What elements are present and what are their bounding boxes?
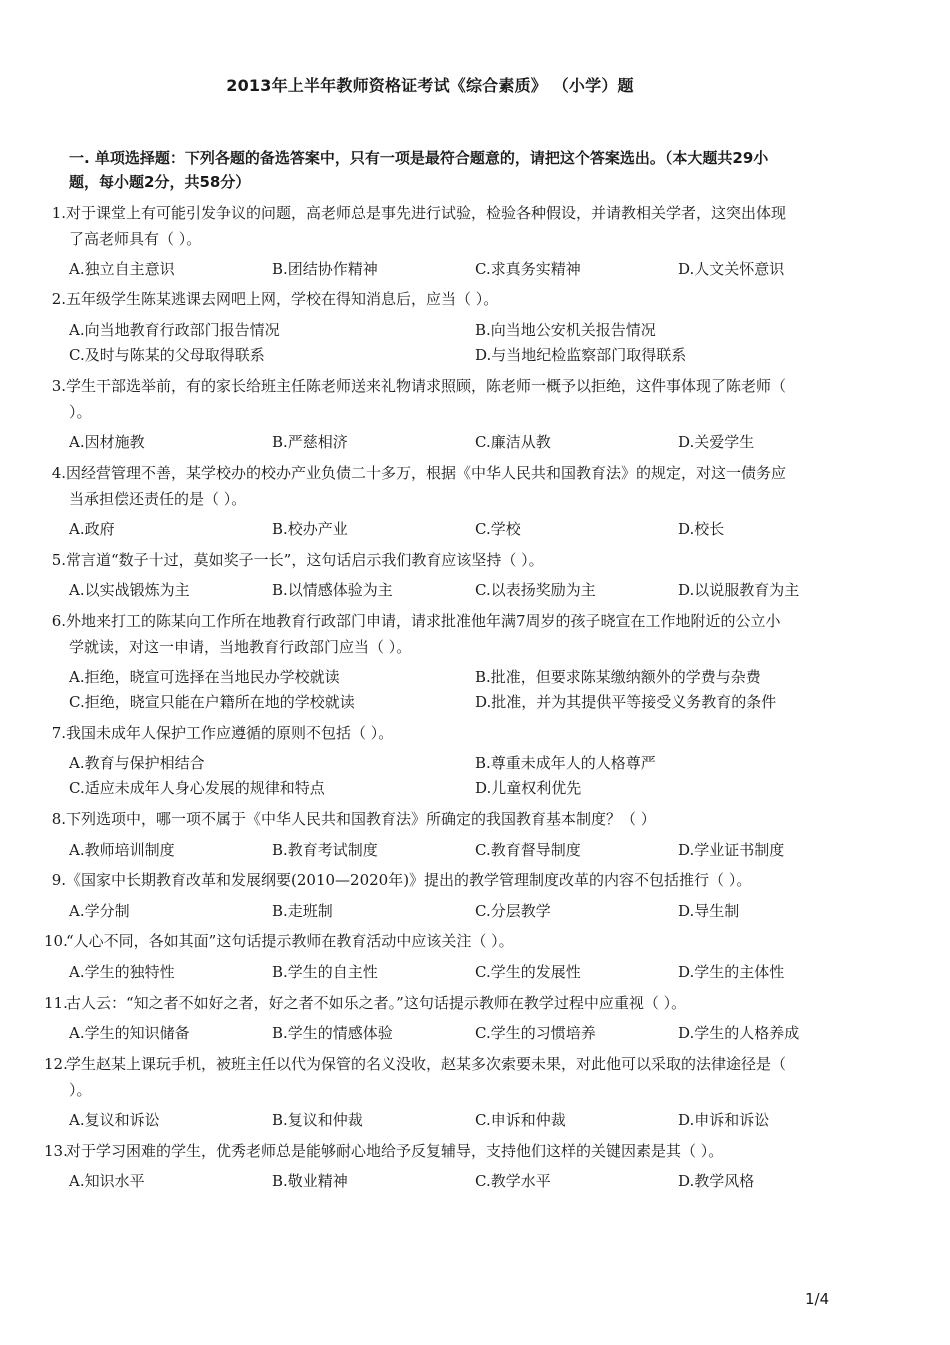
page-title: 2013年上半年教师资格证考试《综合素质》 （小学）题 — [226, 76, 634, 95]
question-stem: 我国未成年人保护工作应遵循的原则不包括（ ）。 — [66, 724, 394, 742]
option-d[interactable]: D.人文关怀意识 — [678, 260, 785, 278]
question-stem-cont: 当承担偿还责任的是（ ）。 — [69, 490, 247, 508]
option-c[interactable]: C.分层教学 — [475, 902, 551, 920]
option-b[interactable]: B.校办产业 — [272, 520, 348, 538]
question-stem: 常言道“数子十过，莫如奖子一长”，这句话启示我们教育应该坚持（ ）。 — [66, 551, 544, 569]
question-2 — [44, 286, 874, 312]
option-c[interactable]: C.教育督导制度 — [475, 841, 581, 859]
question-stem: 下列选项中，哪一项不属于《中华人民共和国教育法》所确定的我国教育基本制度？（ ） — [66, 810, 656, 828]
option-a[interactable]: A.教师培训制度 — [69, 841, 175, 859]
question-8 — [44, 806, 874, 832]
question-7 — [44, 720, 874, 746]
option-b[interactable]: B.敬业精神 — [272, 1172, 348, 1190]
question-4 — [44, 460, 874, 512]
option-a[interactable]: A.学生的知识储备 — [69, 1024, 190, 1042]
option-a[interactable]: A.独立自主意识 — [69, 260, 175, 278]
option-c[interactable]: C.教学水平 — [475, 1172, 551, 1190]
option-d[interactable]: D.校长 — [678, 520, 725, 538]
question-stem: 《国家中长期教育改革和发展纲要(2010—2020年)》提出的教学管理制度改革的内容不包括推行（ ）。 — [66, 871, 752, 889]
question-stem: 对于学习困难的学生，优秀老师总是能够耐心地给予反复辅导，支持他们这样的关键因素是其（ ）。 — [66, 1142, 724, 1160]
option-a[interactable]: A.向当地教育行政部门报告情况 — [69, 321, 280, 339]
question-stem: 学生干部选举前，有的家长给班主任陈老师送来礼物请求照顾，陈老师一概予以拒绝，这件事体现了陈老师（ — [66, 377, 787, 395]
question-1 — [44, 200, 874, 252]
option-d[interactable]: D.关爱学生 — [678, 433, 755, 451]
question-number: 2. — [51, 290, 66, 308]
section-heading — [69, 146, 869, 194]
question-stem: 对于课堂上有可能引发争议的问题，高老师总是事先进行试验，检验各种假设，并请教相关学者，这突出体现 — [66, 204, 787, 222]
question-stem: 五年级学生陈某逃课去网吧上网，学校在得知消息后，应当（ ）。 — [66, 290, 499, 308]
option-c[interactable]: C.廉洁从教 — [475, 433, 551, 451]
question-stem-cont: ）。 — [69, 403, 92, 421]
option-b[interactable]: B.复议和仲裁 — [272, 1111, 363, 1129]
question-number: 9. — [51, 871, 66, 889]
option-c[interactable]: C.申诉和仲裁 — [475, 1111, 566, 1129]
section-heading-line1: 一. 单项选择题：下列各题的备选答案中，只有一项是最符合题意的，请把这个答案选出。（本大题共29小 — [69, 149, 769, 167]
question-9 — [44, 867, 874, 893]
option-b[interactable]: B.批准，但要求陈某缴纳额外的学费与杂费 — [475, 668, 761, 686]
option-a[interactable]: A.教育与保护相结合 — [69, 754, 205, 772]
option-d[interactable]: D.学业证书制度 — [678, 841, 785, 859]
option-d[interactable]: D.教学风格 — [678, 1172, 755, 1190]
question-number: 13. — [44, 1142, 68, 1160]
question-number: 1. — [51, 204, 66, 222]
question-number: 3. — [51, 377, 66, 395]
option-b[interactable]: B.学生的自主性 — [272, 963, 378, 981]
option-b[interactable]: B.学生的情感体验 — [272, 1024, 393, 1042]
question-number: 12. — [44, 1055, 68, 1073]
question-stem: 古人云：“知之者不如好之者，好之者不如乐之者。”这句话提示教师在教学过程中应重视（ ）。 — [66, 994, 687, 1012]
question-13 — [44, 1138, 874, 1164]
question-stem: 因经营管理不善，某学校办的校办产业负债二十多万，根据《中华人民共和国教育法》的规定，对这一债务应 — [66, 464, 787, 482]
question-5 — [44, 547, 874, 573]
option-b[interactable]: B.严慈相济 — [272, 433, 348, 451]
question-stem: 学生赵某上课玩手机，被班主任以代为保管的名义没收，赵某多次索要未果，对此他可以采取的法律途径是（ — [66, 1055, 787, 1073]
option-c[interactable]: C.求真务实精神 — [475, 260, 581, 278]
option-d[interactable]: D.与当地纪检监察部门取得联系 — [475, 346, 687, 364]
option-a[interactable]: A.复议和诉讼 — [69, 1111, 160, 1129]
option-c[interactable]: C.拒绝，晓宣只能在户籍所在地的学校就读 — [69, 693, 355, 711]
question-10 — [44, 928, 874, 954]
question-number: 8. — [51, 810, 66, 828]
option-a[interactable]: A.学分制 — [69, 902, 130, 920]
option-a[interactable]: A.政府 — [69, 520, 115, 538]
option-c[interactable]: C.学生的习惯培养 — [475, 1024, 596, 1042]
question-12 — [44, 1051, 874, 1103]
option-d[interactable]: D.学生的主体性 — [678, 963, 785, 981]
option-d[interactable]: D.申诉和诉讼 — [678, 1111, 770, 1129]
question-number: 11. — [44, 994, 68, 1012]
question-stem-cont: 了高老师具有（ ）。 — [69, 230, 202, 248]
option-c[interactable]: C.以表扬奖励为主 — [475, 581, 596, 599]
question-number: 5. — [51, 551, 66, 569]
option-b[interactable]: B.向当地公安机关报告情况 — [475, 321, 656, 339]
question-number: 10. — [44, 932, 68, 950]
option-b[interactable]: B.教育考试制度 — [272, 841, 378, 859]
option-d[interactable]: D.儿童权利优先 — [475, 779, 582, 797]
question-stem-cont: ）。 — [69, 1081, 92, 1099]
option-c[interactable]: C.学校 — [475, 520, 521, 538]
question-number: 4. — [51, 464, 66, 482]
option-b[interactable]: B.以情感体验为主 — [272, 581, 393, 599]
option-b[interactable]: B.尊重未成年人的人格尊严 — [475, 754, 656, 772]
question-number: 7. — [51, 724, 66, 742]
option-a[interactable]: A.知识水平 — [69, 1172, 145, 1190]
option-d[interactable]: D.学生的人格养成 — [678, 1024, 800, 1042]
question-stem: 外地来打工的陈某向工作所在地教育行政部门申请，请求批准他年满7周岁的孩子晓宣在工作地附近的公立小 — [66, 612, 781, 630]
question-stem-cont: 学就读，对这一申请，当地教育行政部门应当（ ）。 — [69, 638, 412, 656]
option-b[interactable]: B.团结协作精神 — [272, 260, 378, 278]
option-a[interactable]: A.拒绝，晓宣可选择在当地民办学校就读 — [69, 668, 340, 686]
option-d[interactable]: D.导生制 — [678, 902, 740, 920]
page-number: 1/4 — [805, 1290, 830, 1308]
option-c[interactable]: C.及时与陈某的父母取得联系 — [69, 346, 265, 364]
question-6 — [44, 608, 874, 660]
question-stem: “人心不同，各如其面”这句话提示教师在教育活动中应该关注（ ）。 — [66, 932, 514, 950]
option-d[interactable]: D.批准，并为其提供平等接受义务教育的条件 — [475, 693, 777, 711]
option-a[interactable]: A.以实战锻炼为主 — [69, 581, 190, 599]
section-heading-line2: 题，每小题2分，共58分） — [69, 173, 251, 191]
option-d[interactable]: D.以说服教育为主 — [678, 581, 800, 599]
option-b[interactable]: B.走班制 — [272, 902, 333, 920]
option-a[interactable]: A.学生的独特性 — [69, 963, 175, 981]
question-11 — [44, 990, 874, 1016]
question-number: 6. — [51, 612, 66, 630]
option-a[interactable]: A.因材施教 — [69, 433, 145, 451]
option-c[interactable]: C.适应未成年人身心发展的规律和特点 — [69, 779, 325, 797]
option-c[interactable]: C.学生的发展性 — [475, 963, 581, 981]
question-3 — [44, 373, 874, 425]
